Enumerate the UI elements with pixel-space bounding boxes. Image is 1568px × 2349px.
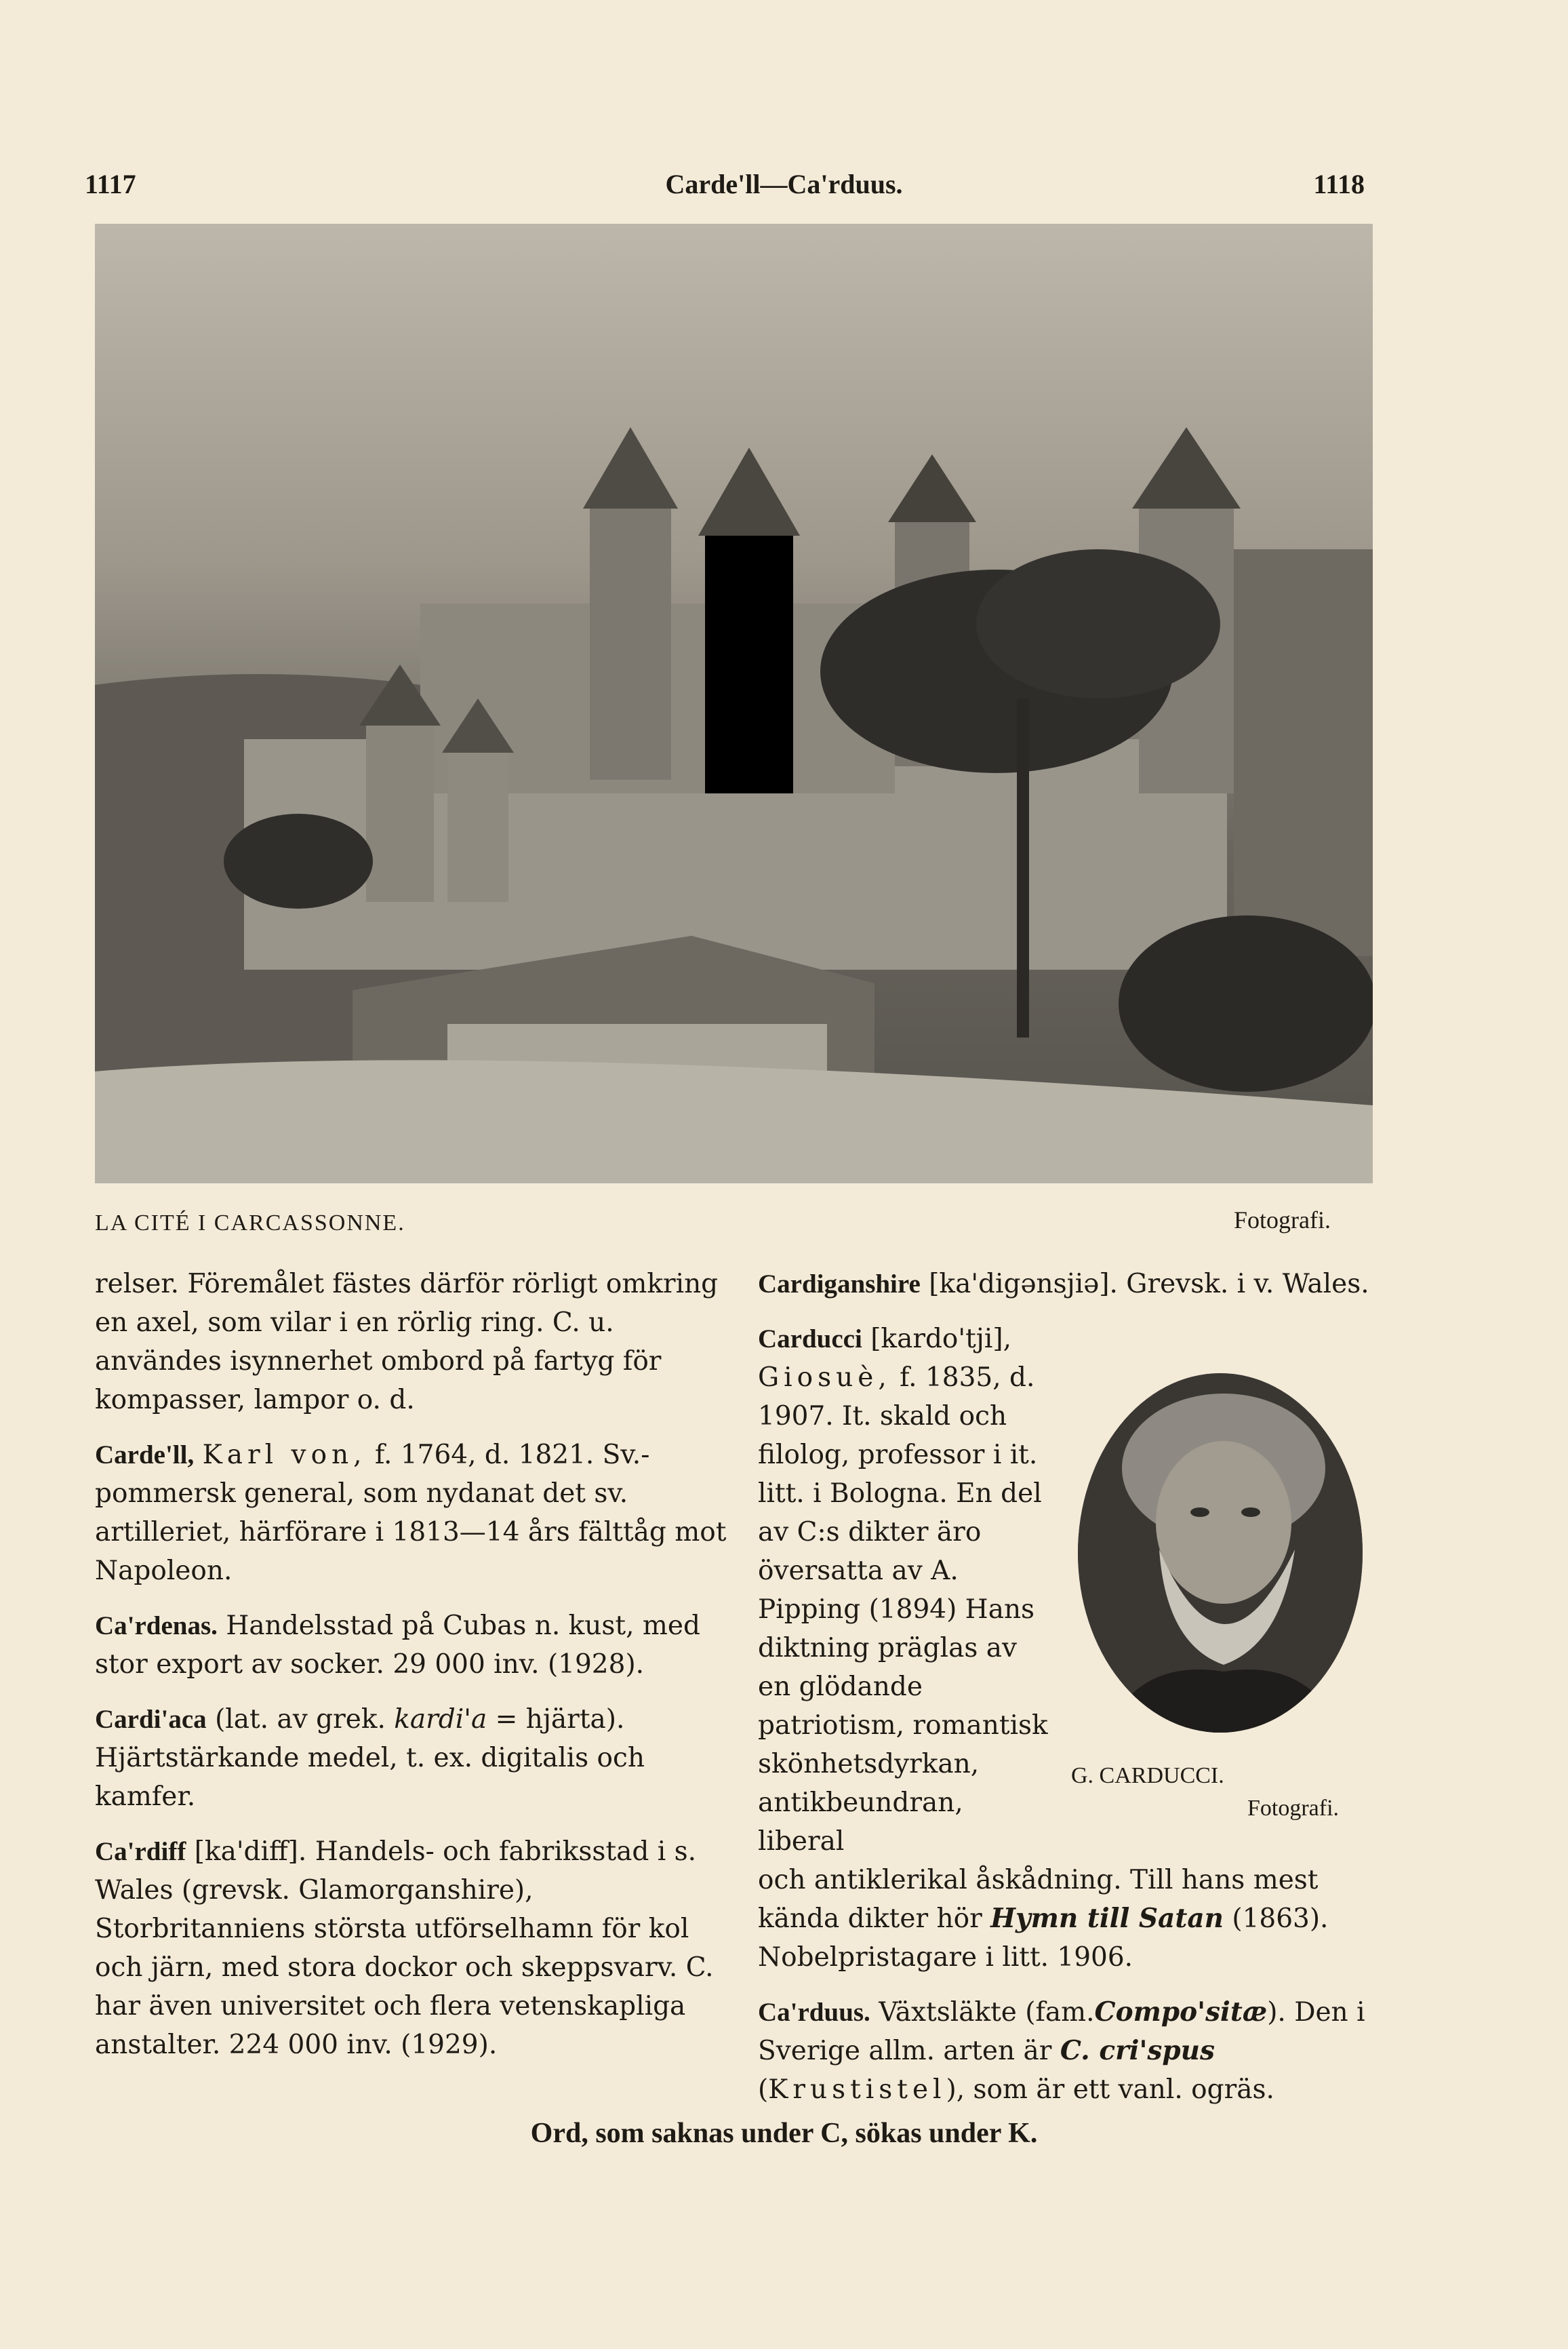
portrait-caption: G. CARDUCCI. (1071, 1763, 1224, 1788)
running-title: Carde'll—Ca'rduus. (665, 169, 903, 199)
entry-text: Växtsläkte (fam. (879, 1997, 1095, 2028)
species-name: C. cri'spus (1060, 2035, 1215, 2066)
entry-carducci-wrap (758, 1320, 1056, 1861)
photo-credit: Fotografi. (1234, 1206, 1331, 1233)
entry-text: Handelsstad på Cubas n. kust, med stor export av socker. 29 000 inv. (1928). (95, 1611, 700, 1680)
pronunciation: [kardo'tji], (870, 1324, 1011, 1354)
entry-text: [ka'digənsjiə]. Grevsk. i v. Wales. (929, 1269, 1369, 1299)
entry-text: och antiklerikal åskådning. Till hans mest kända dikter hör (758, 1865, 1319, 1934)
person-name: Giosuè, (758, 1362, 891, 1393)
photo-caption: LA CITÉ I CARCASSONNE. (95, 1210, 405, 1236)
work-title: Hymn till Satan (990, 1903, 1224, 1934)
headword: Ca'rduus. (758, 1998, 870, 2027)
page-number-left: 1117 (85, 169, 136, 199)
headword: Carducci (758, 1324, 862, 1354)
entry-cardenas (95, 1606, 732, 1684)
headword: Ca'rdenas. (95, 1611, 218, 1640)
castle-illustration (95, 224, 1373, 1183)
entry-text: = hjärta). Hjärtstärkande medel, t. ex. digitalis och kamfer. (95, 1704, 645, 1812)
entry-text: ( (758, 2074, 769, 2105)
entry-cardiaca (95, 1700, 732, 1816)
person-name: Karl von, (202, 1440, 367, 1470)
footer-note: Ord, som saknas under C, sökas under K. (530, 2118, 1038, 2149)
entry-text: f. 1764, d. 1821. Sv.-pommersk general, som nydanat det sv. artilleriet, härförare i 1813—14 års fälttåg mot Napoleon. (95, 1440, 727, 1586)
headword: Carde'll, (95, 1440, 195, 1469)
carcassonne-photo (95, 224, 1373, 1183)
left-column (95, 1265, 732, 2080)
entry-text: ). Den i Sverige allm. arten är (758, 1997, 1365, 2066)
entry-text: f. 1835, d. 1907. It. skald och filolog, professor i it. litt. i Bologna. En del av C:s dikter äro översatta av A. Pipping (1894) Hans diktning präglas av en glödande patriotism, romantisk skönhetsdyrkan, antikbeundran, liberal (758, 1362, 1048, 1857)
greek-term: kardi'a (394, 1704, 487, 1735)
entry-text: [ka'diff]. Handels- och fabriksstad i s. Wales (grevsk. Glamorganshire), Storbritanniens största utförselhamn för kol och järn, med stora dockor och skeppsvarv. C. har även universitet och flera vetenskapliga anstalter. 224 000 inv. (1929). (95, 1836, 714, 2060)
entry-cardiganshire (758, 1265, 1382, 1303)
headword: Cardi'aca (95, 1705, 207, 1734)
page-number-right: 1118 (1313, 169, 1365, 199)
entry-carduus (758, 1993, 1382, 2109)
headword: Ca'rdiff (95, 1837, 186, 1866)
portrait-illustration (1078, 1373, 1363, 1733)
entry-text: ), som är ett vanl. ogräs. (946, 2074, 1274, 2105)
entry-text: (lat. av grek. (215, 1704, 386, 1735)
headword: Cardiganshire (758, 1269, 921, 1299)
entry-continuation (95, 1265, 732, 1419)
common-name: Krustistel (768, 2074, 946, 2105)
entry-text: (1863). Nobelpristagare i litt. 1906. (758, 1903, 1329, 1973)
carducci-portrait (1078, 1373, 1363, 1733)
portrait-credit: Fotografi. (1247, 1796, 1340, 1821)
entry-cardell (95, 1436, 732, 1590)
entry-carducci-cont (758, 1861, 1382, 1977)
family-name: Compo'sitæ (1094, 1996, 1268, 2028)
entry-cardiff (95, 1832, 732, 2064)
entry-text: relser. Föremålet fästes därför rörligt omkring en axel, som vilar i en rörlig ring. C. u. användes isynnerhet ombord på fartyg för kompasser, lampor o. d. (95, 1269, 719, 1415)
